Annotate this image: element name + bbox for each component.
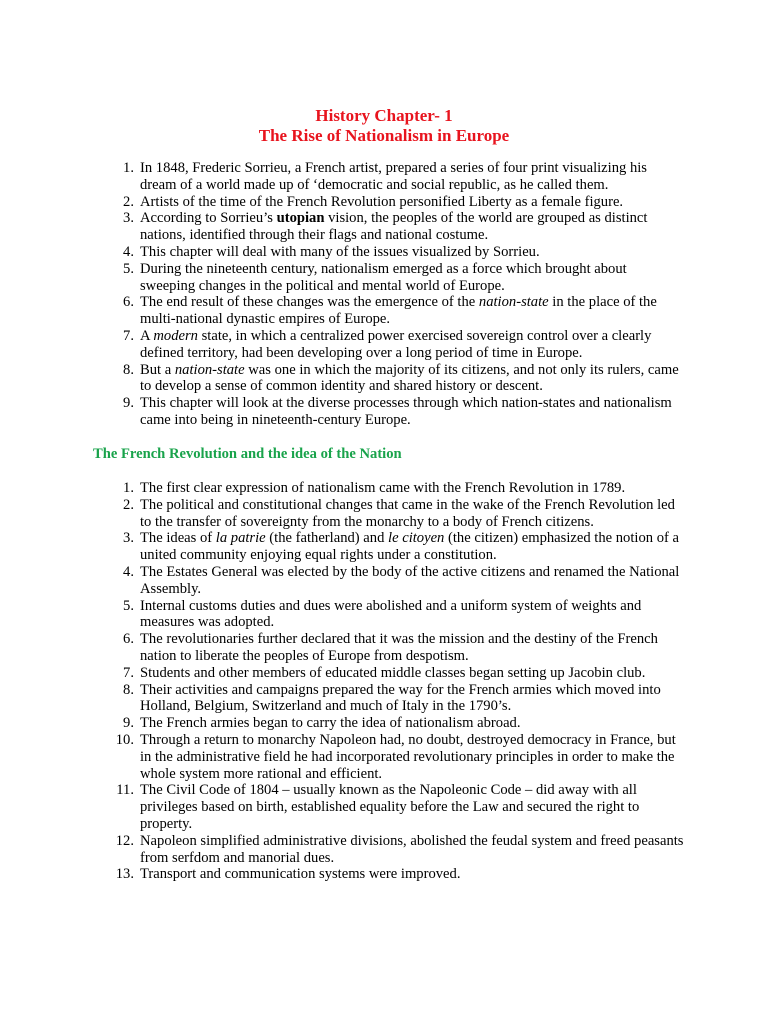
list-item: 1. The first clear expression of nationalism came with the French Revolution in 1789.: [123, 480, 626, 496]
list-item: 6. The revolutionaries further declared that it was the mission and the destiny of the French nation to liberate the peoples of Europe from despotism.: [123, 631, 658, 664]
list-item: 9. This chapter will look at the diverse processes through which nation-states and nationalism came into being in nineteenth-century Europe.: [123, 395, 672, 428]
emphasis-nation-state: nation-state: [478, 294, 549, 311]
list-item: 6. The end result of these changes was the emergence of the nation-state in the place of the multi-national dynastic empires of Europe.: [123, 294, 657, 328]
emphasis-le-citoyen: le citoyen: [388, 530, 445, 547]
list-item: 8. Their activities and campaigns prepared the way for the French armies which moved into Holland, Belgium, Switzerland and much of Italy in the 1790’s.: [123, 681, 661, 715]
list-item: 2. The political and constitutional changes that came in the wake of the French Revolution led to the transfer of sovereignty from the monarchy to a body of French citizens.: [123, 496, 675, 530]
emphasis-la-patrie: la patrie: [215, 530, 266, 547]
list-item: 3. The ideas of la patrie (the fatherland) and le citoyen (the citizen) emphasized the notion of a united community enjoying equal rights under a constitution.: [123, 530, 679, 564]
list-item: 4. This chapter will deal with many of the issues visualized by Sorrieu.: [123, 243, 540, 260]
list-item: 11. The Civil Code of 1804 – usually known as the Napoleonic Code – did away with all privileges based on birth, established equality before the Law and secured the right to property.: [116, 782, 640, 832]
list-item: 2. Artists of the time of the French Revolution personified Liberty as a female figure.: [123, 193, 624, 210]
emphasis-nation-state: nation-state: [174, 361, 245, 378]
list-item: 5. During the nineteenth century, nationalism emerged as a force which brought about sweeping changes in the political and mental world of Europe.: [123, 260, 627, 294]
emphasis-modern: modern: [153, 327, 198, 344]
introduction-list: [123, 160, 685, 429]
list-item: 10. Through a return to monarchy Napoleon had, no doubt, destroyed democracy in France, but in the administrative field he had incorporated revolutionary principles in order to make the whole system more rational and efficient.: [115, 731, 676, 782]
title-line-1: History Chapter- 1: [315, 106, 453, 125]
title-line-2: The Rise of Nationalism in Europe: [258, 126, 510, 145]
section-heading: The French Revolution and the idea of the Nation: [93, 446, 402, 462]
list-item: 9. The French armies began to carry the idea of nationalism abroad.: [123, 715, 521, 732]
page-title: [0, 106, 768, 146]
french-revolution-list: [115, 480, 685, 883]
list-item: 3. According to Sorrieu’s utopian vision, the peoples of the world are grouped as distinct nations, identified through their flags and national costume.: [123, 210, 648, 244]
list-item: 8. But a nation-state was one in which the majority of its citizens, and not only its rulers, came to develop a sense of common identity and shared history or descent.: [123, 361, 679, 395]
list-item: 7. A modern state, in which a centralized power exercised sovereign control over a clearly defined territory, had been developing over a long period of time in Europe.: [123, 327, 652, 361]
list-item: 7. Students and other members of educated middle classes began setting up Jacobin club.: [123, 664, 646, 681]
list-item: 5. Internal customs duties and dues were abolished and a uniform system of weights and measures was adopted.: [123, 597, 642, 631]
list-item: 13. Transport and communication systems were improved.: [115, 866, 461, 883]
list-item: 4. The Estates General was elected by the body of the active citizens and renamed the National Assembly.: [123, 563, 680, 597]
list-item: 12. Napoleon simplified administrative divisions, abolished the feudal system and freed peasants from serfdom and manorial dues.: [115, 832, 684, 866]
list-item: 1. In 1848, Frederic Sorrieu, a French artist, prepared a series of four print visualizing his dream of a world made up of ‘democratic and social republic, as he called them.: [123, 160, 647, 193]
emphasis-utopian: utopian: [276, 210, 325, 227]
